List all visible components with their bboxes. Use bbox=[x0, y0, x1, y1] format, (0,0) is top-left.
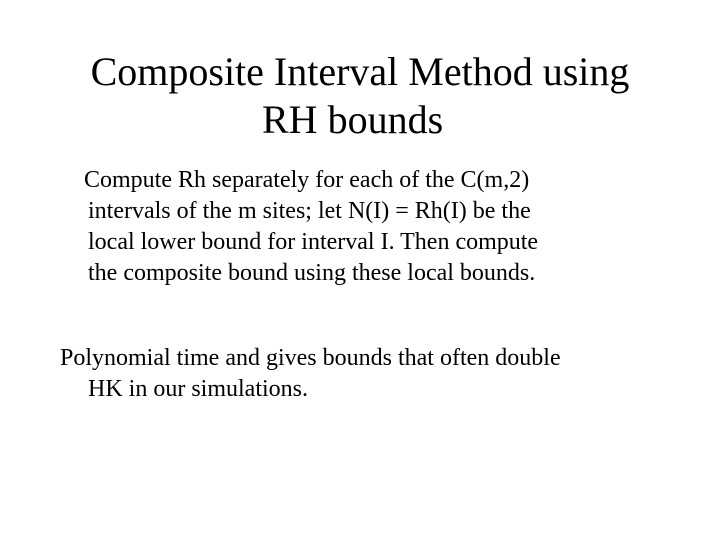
paragraph-line: the composite bound using these local bounds. bbox=[88, 260, 536, 286]
paragraph-line: HK in our simulations. bbox=[88, 376, 308, 402]
body-paragraph-polynomial-time bbox=[60, 343, 561, 405]
slide-title bbox=[0, 48, 720, 144]
body-paragraph-compute-rh bbox=[84, 165, 539, 289]
paragraph-line: local lower bound for interval I. Then compute bbox=[88, 229, 539, 255]
paragraph-line: intervals of the m sites; let N(I) = Rh(I) be the bbox=[88, 198, 531, 224]
paragraph-line: Polynomial time and gives bounds that often double bbox=[60, 345, 561, 371]
slide-title-line: RH bounds bbox=[262, 97, 444, 142]
paragraph-line: Compute Rh separately for each of the C(m,2) bbox=[84, 167, 530, 193]
slide-title-line: Composite Interval Method using bbox=[90, 49, 630, 94]
